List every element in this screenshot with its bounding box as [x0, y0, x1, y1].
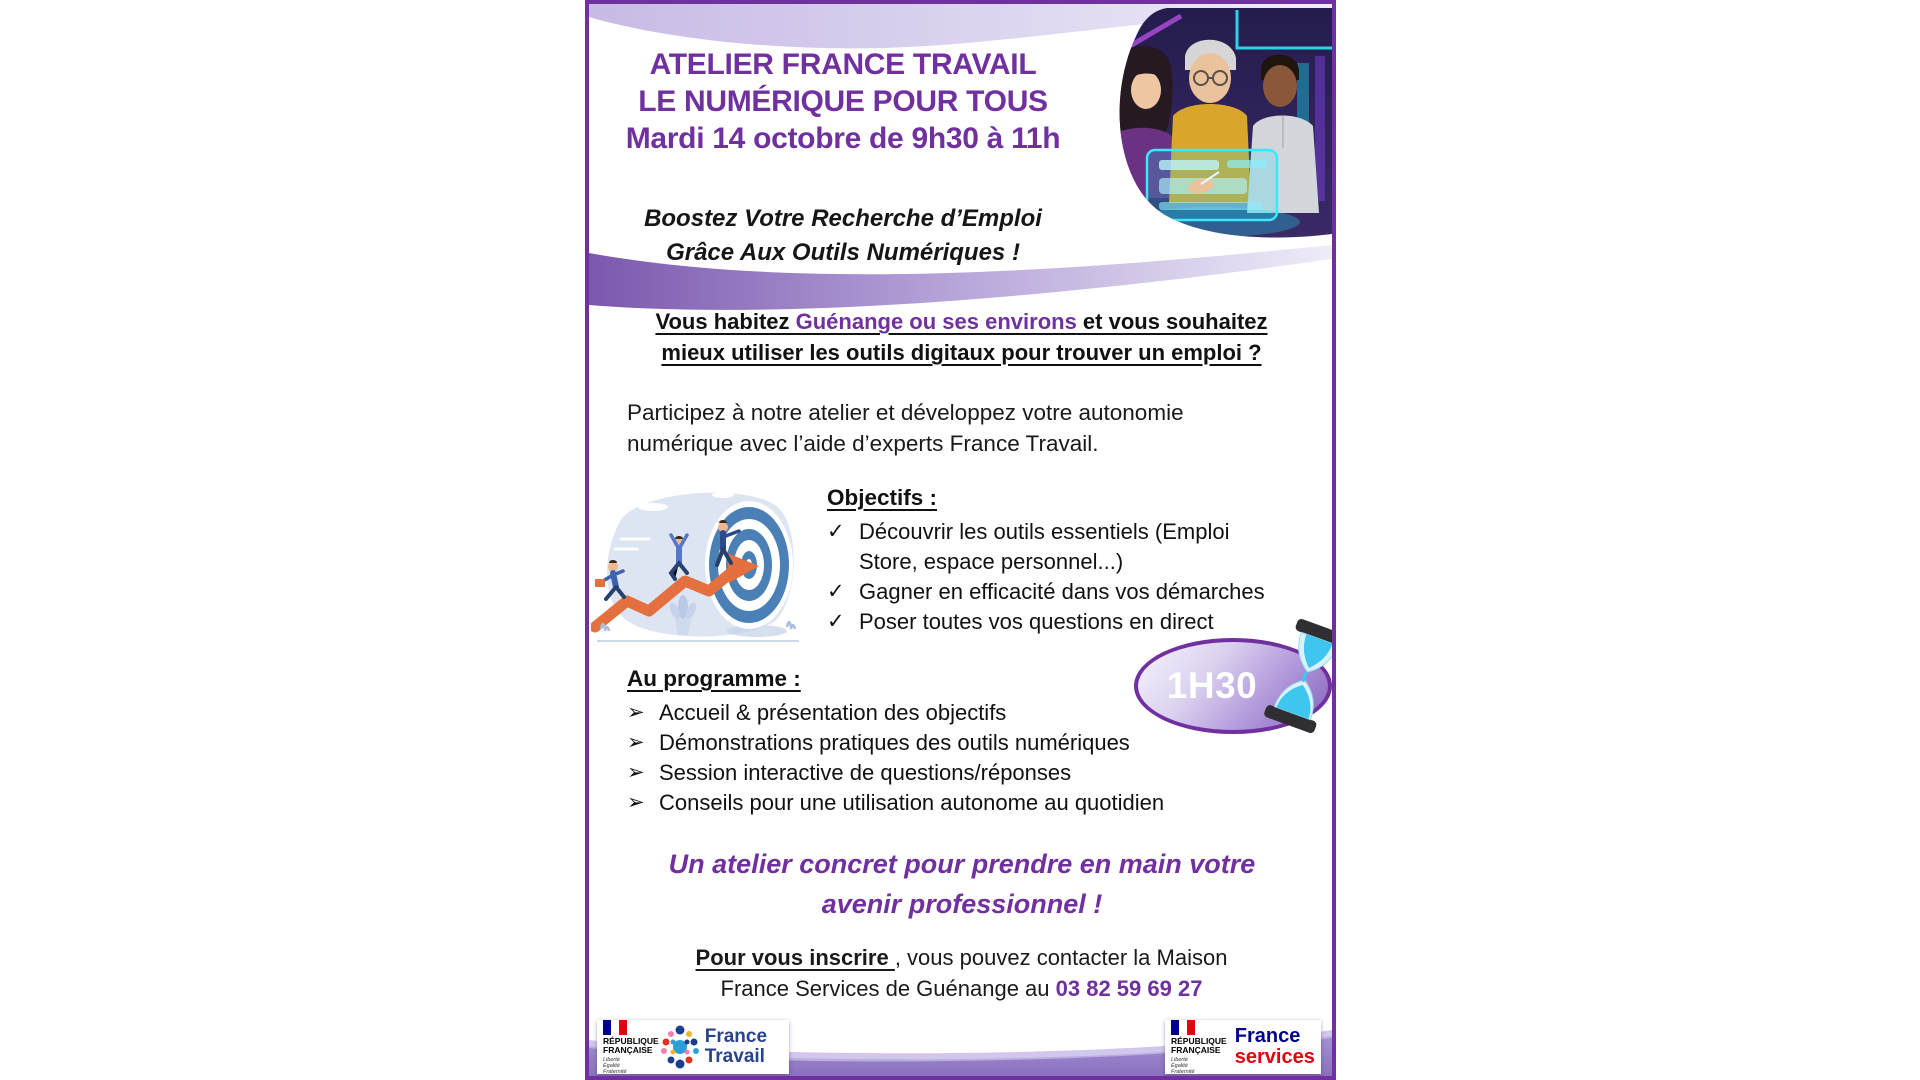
republique-francaise-block	[603, 1020, 659, 1075]
republique-francaise-block-fs	[1171, 1020, 1227, 1075]
program-section	[627, 666, 1289, 818]
check-icon: ✓	[827, 610, 845, 633]
arrow-bullet-icon: ➢	[627, 791, 645, 814]
title-line-2: LE NUMÉRIQUE POUR TOUS	[638, 85, 1048, 118]
program-text: Accueil & présentation des objectifs	[659, 700, 1007, 725]
france-travail-logo	[597, 1020, 789, 1074]
question-headline	[634, 306, 1289, 368]
target-arrow-illustration	[591, 479, 805, 651]
middle-swoosh-decoration	[589, 241, 1332, 315]
program-heading: Au programme :	[627, 666, 801, 691]
page-title	[599, 46, 1087, 157]
objective-item	[827, 607, 1305, 637]
france-travail-line-2: Travail	[704, 1046, 765, 1067]
question-highlight-location: Guénange ou ses environs	[795, 309, 1077, 334]
motto-fs-egalite: Égalité	[1171, 1062, 1188, 1069]
motto-fs-fraternite: Fraternité	[1171, 1068, 1195, 1075]
objective-item	[827, 517, 1305, 577]
france-travail-dots-logo	[659, 1023, 701, 1071]
phone-number: 03 82 59 69 27	[1055, 976, 1203, 1001]
flyer	[585, 0, 1336, 1080]
motto-liberte: Liberté	[603, 1056, 620, 1063]
program-item	[627, 788, 1289, 818]
register-paragraph	[659, 942, 1264, 1004]
france-services-line-2: services	[1234, 1046, 1315, 1068]
digital-workshop-photo	[1089, 8, 1332, 241]
program-item	[627, 758, 1289, 788]
republique-fs-line-1: RÉPUBLIQUE	[1171, 1035, 1227, 1046]
duration-label: 1H30	[1166, 665, 1258, 706]
objective-text: Découvrir les outils essentiels (Emploi Store, espace personnel...)	[859, 519, 1230, 574]
program-text: Conseils pour une utilisation autonome au quotidien	[659, 790, 1165, 815]
objective-text: Gagner en efficacité dans vos démarches	[859, 579, 1265, 604]
cta-text: Un atelier concret pour prendre en main votre avenir professionnel !	[668, 849, 1256, 919]
question-post: et vous souhaitez mieux utiliser les outils digitaux pour trouver un emploi ?	[661, 309, 1268, 365]
program-item	[627, 698, 1289, 728]
objectives-heading: Objectifs :	[827, 485, 938, 510]
program-text: Session interactive de questions/réponses	[659, 760, 1072, 785]
register-lead: Pour vous inscrire	[695, 945, 895, 970]
french-flag-icon-fs	[1171, 1020, 1195, 1035]
objectives-section	[827, 485, 1305, 637]
objective-text: Poser toutes vos questions en direct	[859, 609, 1214, 634]
title-line-1: ATELIER FRANCE TRAVAIL	[649, 48, 1037, 81]
motto-fs-liberte: Liberté	[1171, 1056, 1188, 1063]
arrow-bullet-icon: ➢	[627, 761, 645, 784]
intro-paragraph: Participez à notre atelier et développez votre autonomie numérique avec l’aide d’experts France Travail.	[627, 400, 1184, 456]
subtitle-line-2: Grâce Aux Outils Numériques !	[666, 239, 1020, 266]
subtitle-line-1: Boostez Votre Recherche d’Emploi	[644, 205, 1042, 232]
arrow-bullet-icon: ➢	[627, 731, 645, 754]
republique-line-1: RÉPUBLIQUE	[603, 1035, 659, 1046]
question-pre: Vous habitez	[655, 309, 796, 334]
motto-egalite: Égalité	[603, 1062, 620, 1069]
arrow-bullet-icon: ➢	[627, 701, 645, 724]
france-travail-line-1: France	[704, 1026, 768, 1047]
check-icon: ✓	[827, 520, 845, 543]
republique-fs-line-2: FRANÇAISE	[1171, 1044, 1221, 1055]
objective-item	[827, 577, 1305, 607]
title-line-3-date: Mardi 14 octobre de 9h30 à 11h	[625, 122, 1061, 155]
french-flag-icon	[603, 1020, 627, 1035]
program-item	[627, 728, 1289, 758]
motto-fraternite: Fraternité	[603, 1068, 627, 1075]
france-services-line-1: France	[1234, 1025, 1301, 1047]
france-services-logo	[1165, 1020, 1321, 1074]
republique-line-2: FRANÇAISE	[603, 1044, 653, 1055]
check-icon: ✓	[827, 580, 845, 603]
objectives-list	[827, 517, 1305, 637]
register-body: , vous pouvez contacter la Maison France Services de Guénange au	[720, 945, 1228, 1001]
program-text: Démonstrations pratiques des outils numériques	[659, 730, 1130, 755]
program-list	[627, 698, 1289, 818]
